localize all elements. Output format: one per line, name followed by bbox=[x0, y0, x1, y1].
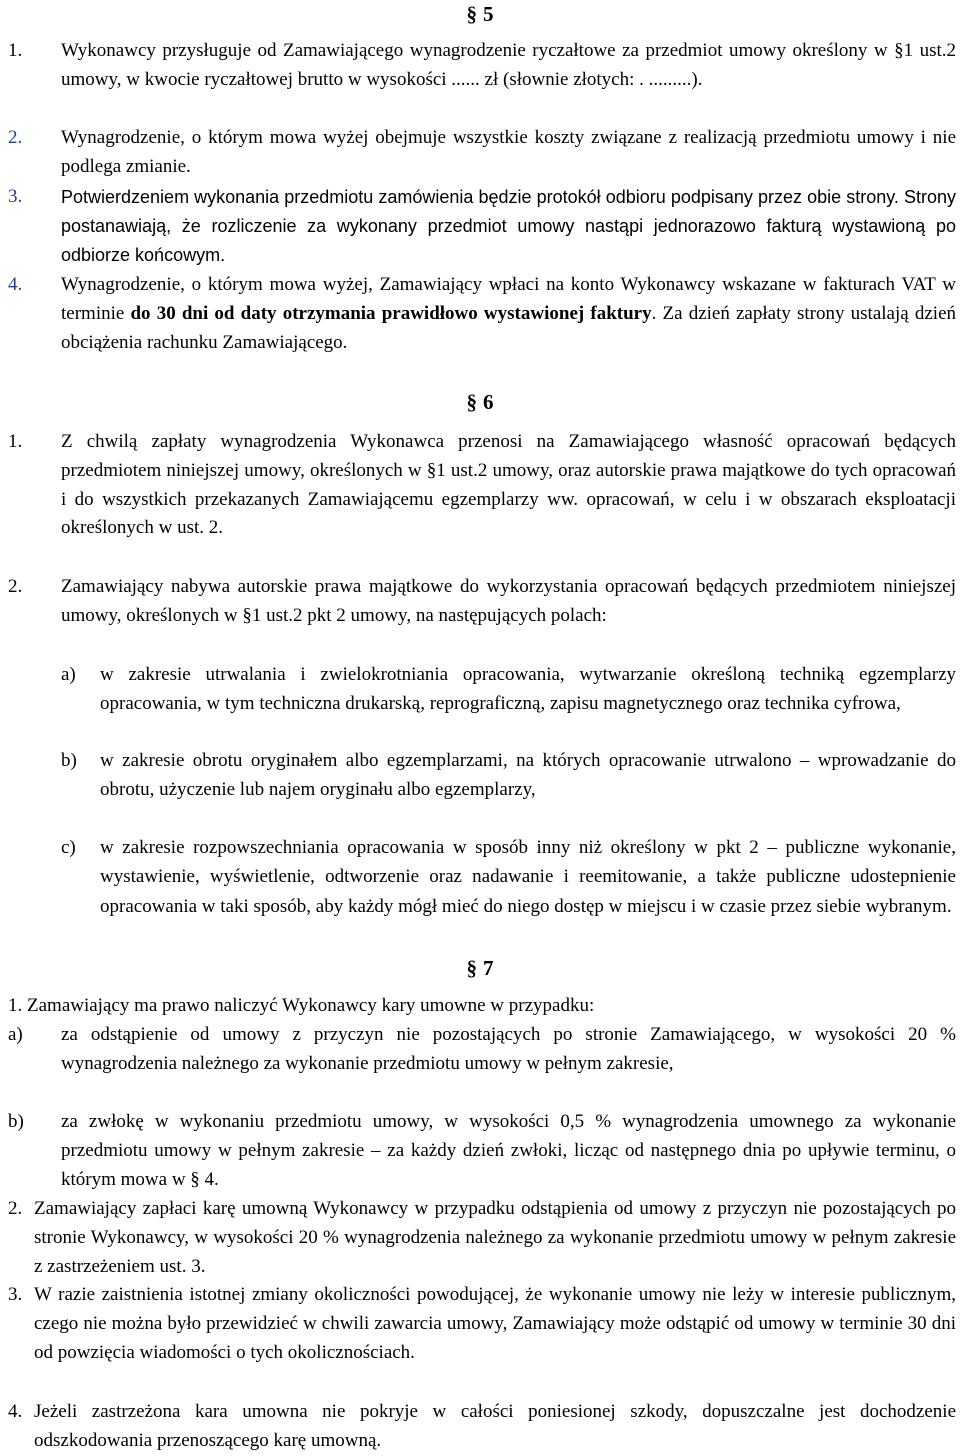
item-text: Zamawiający zapłaci karę umowną Wykonawcy w przypadku odstąpienia od umowy z przyczyn nie pozostających po stronie Wykonawcy, w wysokości 20 % wynagrodzenia należnego za wykonanie przedmiotu umowy w pełnym zakresie z zastrzeżeniem ust. 3. bbox=[34, 1198, 956, 1277]
subitem-text: w zakresie obrotu oryginałem albo egzemplarzami, na których opracowanie utrwalono – wprowadzanie do obrotu, użyczenie lub najem oryginału albo egzemplarzy, bbox=[100, 750, 956, 801]
subitem-label: b) bbox=[61, 750, 77, 771]
item-text-part: Wynagrodzenie, o którym mowa wyżej, Zamawiający wpłaci na konto Wykonawcy wskazane w fakturach VAT w terminie bbox=[61, 274, 956, 324]
item-label: 2. bbox=[8, 127, 23, 148]
item-text bbox=[61, 183, 956, 269]
item-label: 1. bbox=[8, 431, 23, 452]
item-label: 1. bbox=[8, 40, 23, 61]
section-number: 6 bbox=[483, 390, 494, 414]
sec7-subitem-a bbox=[8, 1020, 956, 1078]
section-number: 7 bbox=[483, 956, 494, 980]
sec5-item-1 bbox=[8, 37, 956, 95]
item-text: Wykonawcy przysługuje od Zamawiającego wynagrodzenie ryczałtowe za przedmiot umowy określony w §1 ust.2 umowy, w kwocie ryczałtowej brutto w wysokości ...... zł (słownie złotych: . .........). bbox=[61, 40, 956, 90]
item-text-bold: do 30 dni od daty otrzymania prawidłowo wystawionej faktury bbox=[130, 302, 652, 324]
item-label: 3. bbox=[8, 1284, 23, 1305]
item-label: 2. bbox=[8, 1198, 23, 1219]
item-text: W razie zaistnienia istotnej zmiany okoliczności powodującej, że wykonanie umowy nie leży w interesie publicznym, czego nie można było przewidzieć w chwili zawarcia umowy, Zamawiający może odstąpić od umowy w terminie 30 dni od powzięcia wiadomości o tych okolicznościach. bbox=[34, 1284, 956, 1363]
item-text-part: Potwierdzeniem wykonania przedmiotu zamówienia będzie protokół odbioru podpisany przez obie strony. bbox=[61, 187, 899, 207]
sec7-intro: 1. Zamawiający ma prawo naliczyć Wykonawcy kary umowne w przypadku: bbox=[8, 995, 595, 1016]
item-text-part: Strony postanawiają, że rozliczenie za wykonany przedmiot umowy nastąpi jednorazowo fakturą wystawioną po odbiorze końcowym. bbox=[61, 187, 956, 265]
sec7-item-4 bbox=[8, 1397, 956, 1455]
item-text-part: . Za dzień zapłaty strony ustalają dzień obciążenia rachunku Zamawiającego. bbox=[61, 302, 956, 353]
subitem-label: a) bbox=[8, 1024, 23, 1045]
sec6-subitem-a bbox=[61, 660, 956, 719]
subitem-label: c) bbox=[61, 837, 76, 858]
item-text: Wynagrodzenie, o którym mowa wyżej obejmuje wszystkie koszty związane z realizacją przedmiotu umowy i nie podlega zmianie. bbox=[61, 127, 956, 177]
item-label: 4. bbox=[8, 274, 23, 295]
sec6-item-2 bbox=[8, 573, 956, 631]
section-heading-7 bbox=[0, 956, 960, 980]
sec5-item-4 bbox=[8, 271, 956, 357]
item-text: Zamawiający nabywa autorskie prawa majątkowe do wykorzystania opracowań będących przedmiotem niniejszej umowy, określonych w §1 ust.2 pkt 2 umowy, na następujących polach: bbox=[61, 576, 956, 626]
subitem-text: w zakresie utrwalania i zwielokrotniania opracowania, wytwarzanie określoną techniką egzemplarzy opracowania, w tym techniczna drukarską, reprograficzną, zapisu magnetycznego oraz technika cyfrowa, bbox=[100, 664, 956, 715]
section-sign: § bbox=[466, 2, 477, 26]
item-label: 2. bbox=[8, 576, 23, 597]
subitem-text: za zwłokę w wykonaniu przedmiotu umowy, w wysokości 0,5 % wynagrodzenia umownego za wykonanie przedmiotu umowy w pełnym zakresie – za każdy dzień zwłoki, licząc od następnego dnia po upływie terminu, o którym mowa w § 4. bbox=[61, 1111, 956, 1190]
item-text bbox=[61, 271, 956, 357]
subitem-label: a) bbox=[61, 664, 76, 685]
sec5-item-2 bbox=[8, 124, 956, 182]
section-sign: § bbox=[466, 956, 477, 980]
item-label: 4. bbox=[8, 1401, 23, 1422]
sec6-item-1 bbox=[8, 428, 956, 543]
sec6-subitem-c bbox=[61, 833, 956, 921]
item-text: Z chwilą zapłaty wynagrodzenia Wykonawca przenosi na Zamawiającego własność opracowań będących przedmiotem niniejszej umowy, określonych w §1 ust.2 umowy, oraz autorskie prawa majątkowe do tych opracowań i do wszystkich przekazanych Zamawiającemu egzemplarzy ww. opracowań, w celu i w obszarach eksploatacji określonych w ust. 2. bbox=[61, 431, 956, 539]
item-text: Jeżeli zastrzeżona kara umowna nie pokryje w całości poniesionej szkody, dopuszczalne jest dochodzenie odszkodowania przenoszącego karę umowną. bbox=[34, 1401, 956, 1451]
sec7-item-2 bbox=[8, 1194, 956, 1281]
item-label: 3. bbox=[8, 186, 23, 207]
section-heading-6 bbox=[0, 390, 960, 414]
sec7-subitem-b bbox=[8, 1107, 956, 1194]
subitem-text: za odstąpienie od umowy z przyczyn nie pozostających po stronie Zamawiającego, w wysokości 20 % wynagrodzenia należnego za wykonanie przedmiotu umowy w pełnym zakresie, bbox=[61, 1024, 956, 1074]
subitem-label: b) bbox=[8, 1111, 24, 1132]
sec6-subitem-b bbox=[61, 746, 956, 805]
subitem-text: w zakresie rozpowszechniania opracowania w sposób inny niż określony w pkt 2 – publiczne wykonanie, wystawienie, wyświetlenie, odtworzenie oraz nadawanie i reemitowanie, a także publiczne udostepnienie opracowania w taki sposób, aby każdy mógł mieć do niego dostęp w miejscu i w czasie przez siebie wybranym. bbox=[100, 837, 956, 917]
sec7-item-3 bbox=[8, 1280, 956, 1367]
section-number: 5 bbox=[483, 2, 494, 26]
sec5-item-3 bbox=[8, 183, 956, 269]
section-sign: § bbox=[466, 390, 477, 414]
section-heading-5 bbox=[0, 2, 960, 26]
